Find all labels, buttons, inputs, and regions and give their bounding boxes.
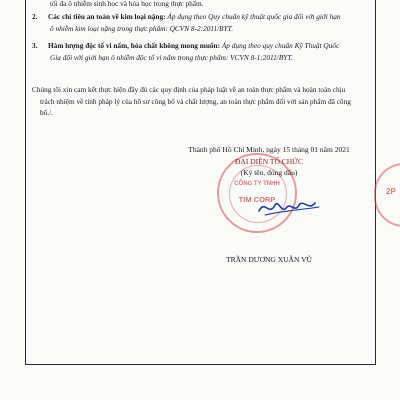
signature-mark [255, 195, 325, 221]
item-2-text-cont: ô nhiễm kim loại nặng trong thực phẩm: QCVN 8-2:2011/BYT. [50, 23, 234, 33]
left-border-line [25, 0, 26, 364]
commitment-line3: bố./. [40, 108, 53, 117]
commitment-line2: trách nhiệm về tính pháp lý của hồ sơ công bố và chất lượng, an toàn thực phẩm đối với sản phẩm đã công [40, 96, 351, 106]
text-line-top [50, 0, 368, 10]
stamp-text-line1: CÔNG TY TNHH [234, 181, 280, 187]
item-2-text: Áp dụng theo Quy chuẩn kỹ thuật quốc gia đối với giới hạn [165, 12, 341, 21]
item-3-title: Hàm lượng độc tố vi nấm, hóa chất không mong muốn: [48, 41, 221, 50]
item-2-title: Các chỉ tiêu an toàn về kim loại nặng: [48, 12, 166, 21]
commitment-line1: Chúng tôi xin cam kết thực hiện đầy đủ các quy định của pháp luật về an toàn thực phẩm và hoàn toàn chịu [32, 85, 346, 94]
partial-stamp-right [374, 163, 400, 227]
signature-block [164, 144, 374, 179]
item-2-line2 [50, 23, 368, 35]
item-3-number: 3. [32, 41, 38, 50]
commitment-paragraph [32, 84, 370, 119]
item-2-line1 [32, 11, 368, 23]
place-date: Thành phố Hồ Chí Minh, ngày 15 tháng 01 năm 2021 [188, 145, 350, 154]
signatory-name: TRẦN DƯƠNG XUÂN VŨ [226, 255, 312, 264]
item-3-line2 [50, 52, 368, 64]
bottom-border-line [25, 364, 376, 365]
item-3 [32, 40, 368, 63]
stamp-text-line2: TIM CORP [238, 195, 276, 204]
item-3-text: Áp dụng theo quy chuẩn Kỹ Thuật Quốc [220, 41, 340, 50]
signatory-role: ĐẠI DIỆN TỔ CHỨC [235, 156, 303, 166]
item-2-number: 2. [32, 12, 38, 21]
item-2 [32, 11, 368, 34]
partial-stamp-text: 2P [386, 187, 396, 196]
item-3-line1 [32, 40, 368, 52]
item-3-text-cont: Gia đối với giới hạn ô nhiễm độc tố vi nấm trong thực phẩm: VCVN 8-1:2011/BYT. [50, 52, 293, 62]
text-content: tối đa ô nhiễm sinh học và hóa học trong thực phẩm. [50, 0, 204, 8]
sign-instruction: (Ký tên, đóng dấu) [240, 168, 298, 177]
